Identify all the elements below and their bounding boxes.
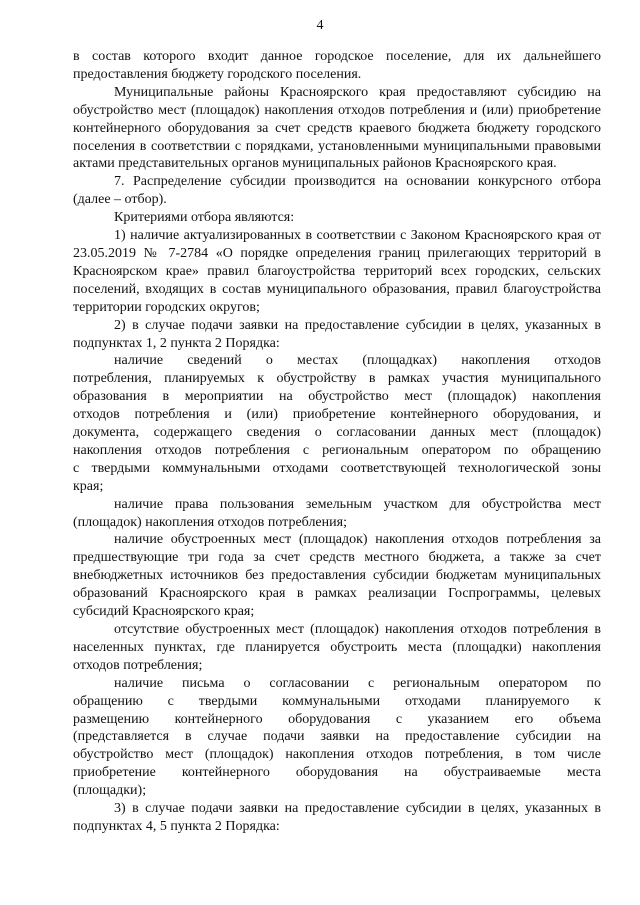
paragraph-criterion-2-land: наличие права пользования земельным участком для обустройства мест (площадок) накопления отходов потребления;	[73, 496, 601, 530]
paragraph-criterion-2-existing: наличие обустроенных мест (площадок) накопления отходов потребления за предшествующие три года за счет средств местного бюджета, а также за счет внебюджетных источников без предоставления субсидии бюджетам муниципальных образований Красноярского края в рамках реализации Госпрограммы, целевых субсидий Красноярского края;	[73, 532, 601, 620]
paragraph-criterion-2-letter: наличие письма о согласовании с региональным оператором по обращению с твердыми коммунальными отходами планируемого к размещению контейнерного оборудования с указанием его объема (представляется в случае подачи заявки на предоставление субсидии на обустройство мест (площадок) накопления отходов потребления, в том числе приобретение контейнерного оборудования на обустраиваемые места (площадки);	[73, 675, 601, 799]
paragraph-municipal-districts: Муниципальные районы Красноярского края предоставляют субсидию на обустройство мест (площадок) накопления отходов потребления и (или) приобретение контейнерного оборудования за счет средств краевого бюджета бюджету городского поселения в соответствии с порядками, установленными муниципальными правовыми актами представительных органов муниципальных районов Красноярского края.	[73, 84, 601, 172]
paragraph-criterion-1: 1) наличие актуализированных в соответствии с Законом Красноярского края от 23.05.2019 № 7-2784 «О порядке определения границ прилегающих территорий в Красноярском крае» правил благоустройства территорий всех городских, сельских поселений, входящих в состав муниципального образования, правил благоустройства территории городских округов;	[73, 228, 601, 315]
document-body	[73, 48, 601, 836]
paragraph-criteria-heading: Критериями отбора являются:	[114, 210, 295, 226]
paragraph-continuation: в состав которого входит данное городское поселение, для их дальнейшего предоставления бюджету городского поселения.	[73, 49, 601, 82]
paragraph-criterion-2-sites: наличие сведений о местах (площадках) накопления отходов потребления, планируемых к обустройству в рамках участия муниципального образования в мероприятии на обустройство мест (площадок) накопления отходов потребления и (или) приобретение контейнерного оборудования, и документа, содержащего сведения о согласовании данных мест (площадок) накопления отходов потребления с региональным оператором по обращению с твердыми коммунальными отходами соответствующей технологической зоны края;	[73, 353, 601, 494]
paragraph-criterion-2-absence: отсутствие обустроенных мест (площадок) накопления отходов потребления в населенных пунктах, где планируется обустроить места (площадки) накопления отходов потребления;	[73, 622, 601, 673]
paragraph-criterion-3: 3) в случае подачи заявки на предоставление субсидии в целях, указанных в подпунктах 4, 5 пункта 2 Порядка:	[73, 801, 601, 834]
page-number: 4	[316, 18, 324, 33]
paragraph-criterion-2: 2) в случае подачи заявки на предоставление субсидии в целях, указанных в подпунктах 1, 2 пункта 2 Порядка:	[73, 317, 601, 351]
paragraph-item-7: 7. Распределение субсидии производится на основании конкурсного отбора (далее – отбор).	[73, 174, 601, 208]
